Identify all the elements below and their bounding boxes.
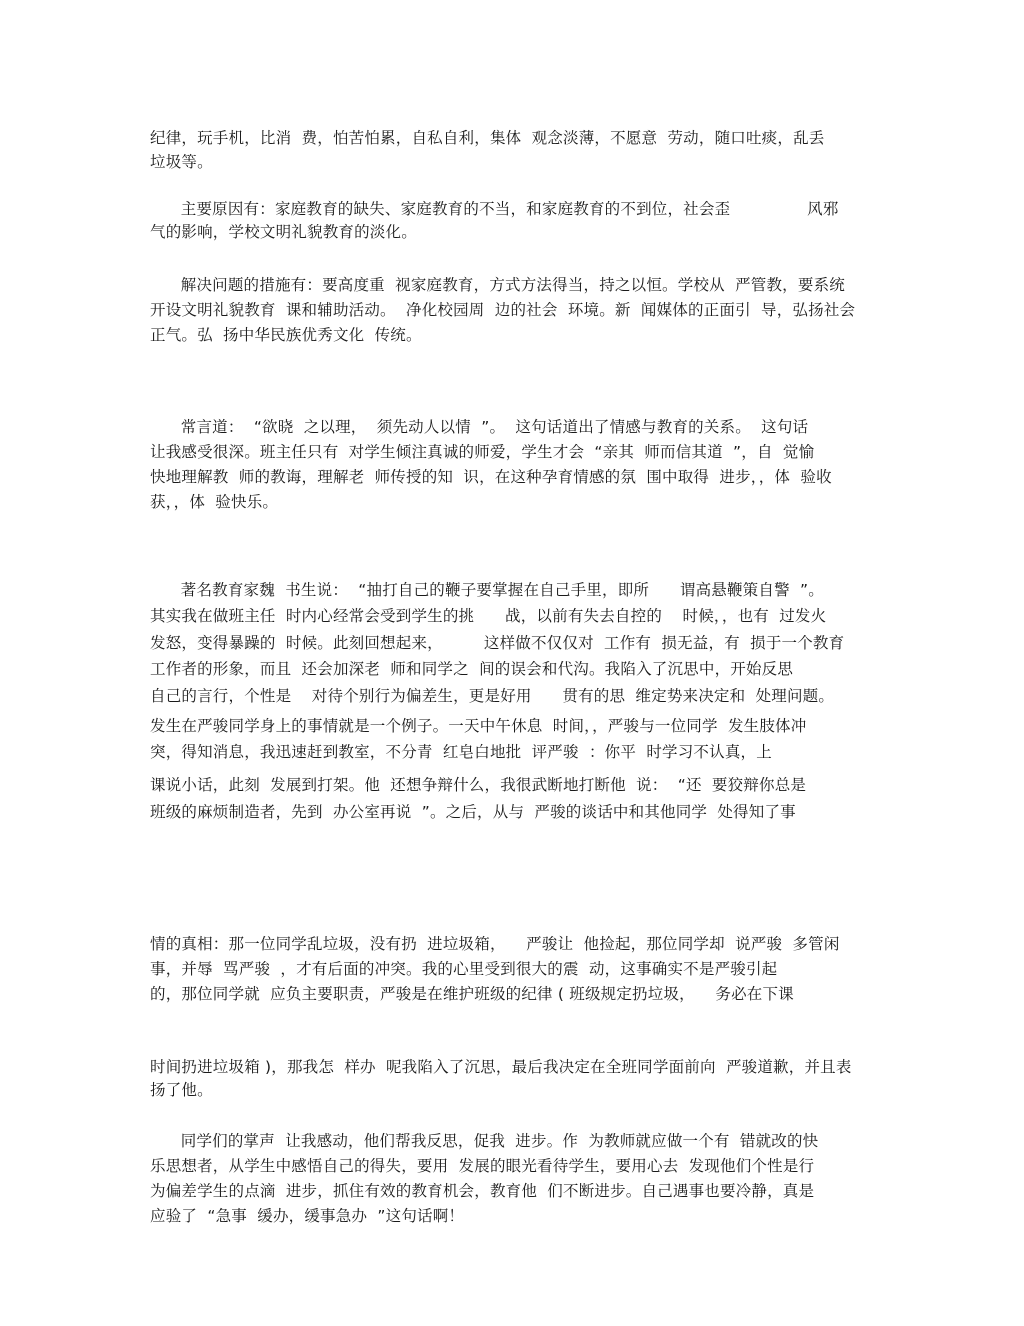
text-line: 纪律，玩手机，比消 费，怕苦怕累，自私自利，集体 观念淡薄，不愿意 劳动，随口吐痰，乱丢 bbox=[150, 129, 825, 147]
text-line: 时间扔进垃圾箱 )，那我怎 样办 呢我陷入了沉思，最后我决定在全班同学面前向 严骏道歉，并且表 bbox=[150, 1058, 852, 1076]
text-line: 情的真相：那一位同学乱垃圾，没有扔 进垃圾箱， 严骏让 他捡起，那位同学却 说严骏 多管闲 bbox=[150, 935, 840, 953]
text-line: 主要原因有：家庭教育的缺失、家庭教育的不当，和家庭教育的不到位，社会歪 风邪 bbox=[150, 200, 839, 218]
text-line: 正气。弘 扬中华民族优秀文化 传统。 bbox=[150, 326, 422, 344]
text-line: 的，那位同学就 应负主要职责，严骏是在维护班级的纪律 ( 班级规定扔垃圾， 务必在下课 bbox=[150, 985, 794, 1003]
text-line: 为偏差学生的点滴 进步，抓住有效的教育机会，教育他 们不断进步。自己遇事也要冷静，真是 bbox=[150, 1182, 815, 1200]
text-line: 乐思想者，从学生中感悟自己的得失，要用 发展的眼光看待学生，要用心去 发现他们个性是行 bbox=[150, 1157, 815, 1175]
text-line: 突，得知消息，我迅速赶到教室，不分青 红皂白地批 评严骏 ：你平 时学习不认真，上 bbox=[150, 743, 772, 761]
text-line: 班级的麻烦制造者，先到 办公室再说 ”。之后，从与 严骏的谈话中和其他同学 处得知了事 bbox=[150, 803, 796, 821]
text-line: 开设文明礼貌教育 课和辅助活动。 净化校园周 边的社会 环境。新 闻媒体的正面引 导，弘扬社会 bbox=[150, 301, 856, 319]
text-line: 发怒，变得暴躁的 时候。此刻回想起来， 这样做不仅仅对 工作有 损无益，有 损于一个教育 bbox=[150, 634, 845, 652]
text-line: 获，，体 验快乐。 bbox=[150, 493, 279, 511]
text-line: 垃圾等。 bbox=[150, 153, 213, 171]
text-line: 快地理解教 师的教诲，理解老 师传授的知 识，在这种孕育情感的氛 围中取得 进步，，体 验收 bbox=[150, 468, 832, 486]
text-line: 让我感受很深。班主任只有 对学生倾注真诚的师爱，学生才会 “亲其 师而信其道 ”，自 觉愉 bbox=[150, 443, 815, 461]
text-line: 著名教育家魏 书生说： “抽打自己的鞭子要掌握在自己手里，即所 谓高悬鞭策自警 ”。 bbox=[150, 581, 824, 599]
text-line: 扬了他。 bbox=[150, 1081, 213, 1099]
text-line: 课说小话，此刻 发展到打架。他 还想争辩什么，我很武断地打断他 说： “还 要狡辩你总是 bbox=[150, 776, 807, 794]
text-line: 解决问题的措施有：要高度重 视家庭教育，方式方法得当，持之以恒。学校从 严管教，要系统 bbox=[150, 276, 845, 294]
text-line: 工作者的形象，而且 还会加深老 师和同学之 间的误会和代沟。我陷入了沉思中，开始反思 bbox=[150, 660, 794, 678]
text-line: 发生在严骏同学身上的事情就是一个例子。一天中午休息 时间，，严骏与一位同学 发生肢体冲 bbox=[150, 717, 807, 735]
text-line: 事，并辱 骂严骏 ，才有后面的冲突。我的心里受到很大的震 动，这事确实不是严骏引起 bbox=[150, 960, 778, 978]
text-line: 同学们的掌声 让我感动，他们帮我反思，促我 进步。作 为教师就应做一个有 错就改的快 bbox=[150, 1132, 819, 1150]
text-line: 气的影响，学校文明礼貌教育的淡化。 bbox=[150, 223, 417, 241]
text-line: 其实我在做班主任 时内心经常会受到学生的挑 战，以前有失去自控的 时候，，也有 过发火 bbox=[150, 607, 827, 625]
text-line: 常言道： “欲晓 之以理， 须先动人以情 ”。 这句话道出了情感与教育的关系。 这句话 bbox=[150, 418, 809, 436]
text-line: 自己的言行，个性是 对待个别行为偏差生，更是好用 贯有的思 维定势来决定和 处理问题。 bbox=[150, 687, 835, 705]
text-line: 应验了 “急事 缓办，缓事急办 ”这句话啊！ bbox=[150, 1207, 465, 1225]
